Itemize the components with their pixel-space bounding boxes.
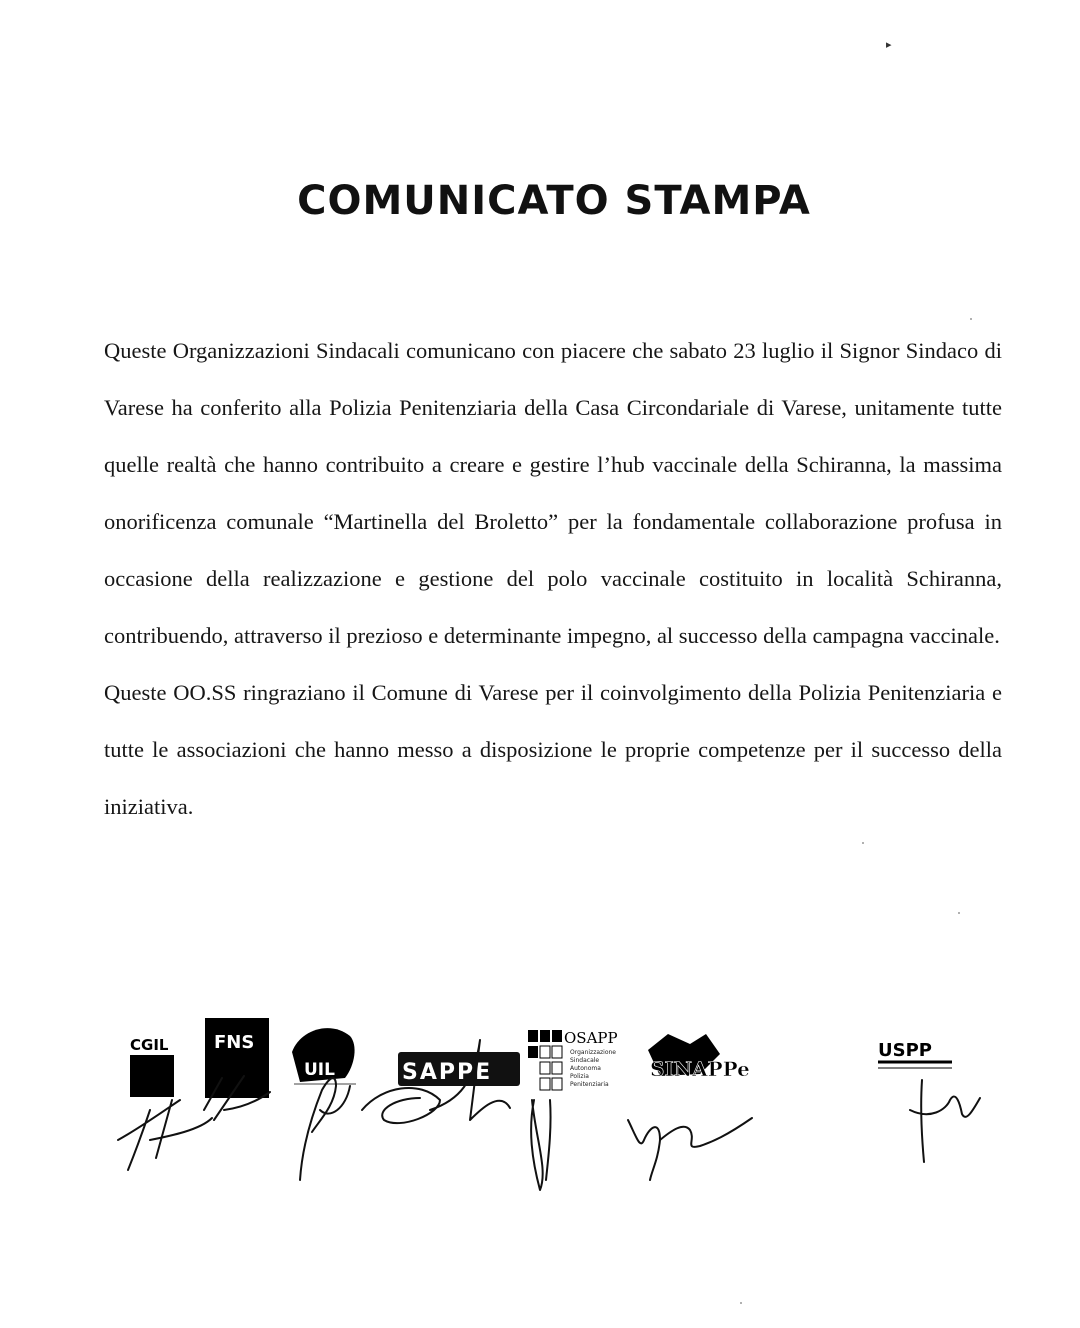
osapp-subtitle-5: Penitenziaria bbox=[570, 1081, 609, 1088]
scan-speck bbox=[958, 912, 960, 914]
scan-speck bbox=[862, 842, 864, 844]
osapp-label: OSAPP bbox=[564, 1029, 618, 1047]
scan-speck bbox=[740, 1302, 742, 1304]
cgil-stamp bbox=[130, 1036, 174, 1097]
uspp-stamp bbox=[878, 1040, 952, 1068]
scan-speck bbox=[970, 318, 972, 320]
sinappe-label: SINAPPe bbox=[650, 1057, 750, 1081]
signatures-block bbox=[0, 990, 1080, 1210]
scan-mark: ▸ bbox=[886, 38, 892, 51]
osapp-subtitle-1: Organizzazione bbox=[570, 1049, 616, 1056]
sappe-label: SAPPE bbox=[402, 1060, 493, 1085]
osapp-subtitle-2: Sindacale bbox=[570, 1057, 600, 1064]
sinappe-stamp bbox=[648, 1034, 750, 1081]
uspp-label: USPP bbox=[878, 1040, 932, 1061]
fns-label: FNS bbox=[214, 1032, 255, 1053]
paragraph-1: Queste Organizzazioni Sindacali comunicano con piacere che sabato 23 luglio il Signor Sindaco di Varese ha conferito alla Polizia Penitenziaria della Casa Circondariale di Varese, unitamente tutte quelle realtà che hanno contribuito a creare e gestire l’hub vaccinale della Schiranna, la massima onorificenza comunale “Martinella del Broletto” per la fondamentale collaborazione profusa in occasione della realizzazione e gestione del polo vaccinale costituito in località Schiranna, contribuendo, attraverso il prezioso e determinante impegno, al successo della campagna vaccinale. bbox=[104, 338, 1002, 648]
osapp-subtitle-3: Autonoma bbox=[570, 1065, 601, 1072]
uil-stamp bbox=[292, 1028, 356, 1084]
osapp-subtitle-4: Polizia bbox=[570, 1073, 589, 1080]
paragraph-2: Queste OO.SS ringraziano il Comune di Varese per il coinvolgimento della Polizia Penitenziaria e tutte le associazioni che hanno messo a disposizione le proprie competenze per il successo della iniziativa. bbox=[104, 680, 1002, 819]
document-title: COMUNICATO STAMPA bbox=[297, 178, 811, 224]
document-body bbox=[104, 322, 1002, 835]
osapp-stamp bbox=[528, 1029, 618, 1090]
sappe-stamp bbox=[398, 1052, 520, 1086]
uil-label: UIL bbox=[304, 1060, 335, 1080]
cgil-label: CGIL bbox=[130, 1036, 169, 1054]
